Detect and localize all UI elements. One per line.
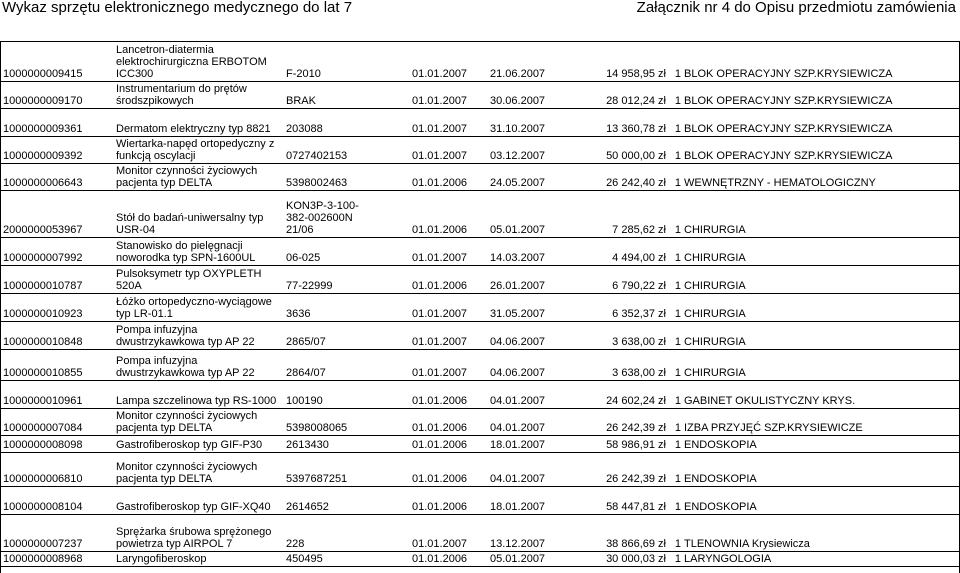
equipment-name: Stół do badań-uniwersalny typ USR-04 [116,212,264,236]
equipment-name: Monitor czynności życiowych pacjenta typ DELTA [116,461,258,485]
date-acquired: 04.01.2007 [490,395,546,407]
table-row [0,163,960,190]
inventory-number: 1000000009415 [3,68,83,80]
quantity: 1 [674,252,681,264]
location: BLOK OPERACYJNY SZP.KRYSIEWICZA [684,150,893,162]
equipment-name: Lancetron-diatermia elektrochirurgiczna ERBOTOM ICC300 [116,44,267,80]
table-row [0,551,960,567]
location: WEWNĘTRZNY - HEMATOLOGICZNY [684,177,876,189]
date-commissioned: 01.01.2007 [412,538,468,550]
serial-number: BRAK [286,95,316,107]
serial-number: 228 [286,538,305,550]
inventory-number: 1000000007992 [3,252,83,264]
table-row [0,514,960,551]
serial-number: 06-025 [286,252,321,264]
equipment-name: Gastrofiberoskop typ GIF-P30 [116,439,263,451]
serial-number: 5398008065 [286,422,348,434]
location: CHIRURGIA [684,224,746,236]
document-title: Wykaz sprzętu elektronicznego medycznego do lat 7 [2,0,353,16]
equipment-value: 6 790,22 zł [612,280,666,292]
date-commissioned: 01.01.2006 [412,422,468,434]
inventory-number: 1000000008968 [3,553,83,565]
date-acquired: 04.01.2007 [490,422,546,434]
serial-number: 0727402153 [286,150,348,162]
location: BLOK OPERACYJNY SZP.KRYSIEWICZA [684,123,893,135]
quantity: 1 [674,68,681,80]
inventory-number: 1000000008104 [3,501,83,513]
equipment-name: Monitor czynności życiowych pacjenta typ DELTA [116,165,258,189]
equipment-name: Monitor czynności życiowych pacjenta typ DELTA [116,410,258,434]
date-commissioned: 01.01.2006 [412,501,468,513]
date-commissioned: 01.01.2006 [412,177,468,189]
equipment-name: Dermatom elektryczny typ 8821 [116,123,271,135]
table-row [0,265,960,293]
date-commissioned: 01.01.2006 [412,280,468,292]
table-row [0,486,960,514]
date-commissioned: 01.01.2007 [412,336,468,348]
date-commissioned: 01.01.2007 [412,150,468,162]
inventory-number: 1000000006810 [3,473,83,485]
inventory-number: 1000000007237 [3,538,83,550]
equipment-value: 7 285,62 zł [612,224,666,236]
date-acquired: 04.06.2007 [490,367,546,379]
date-commissioned: 01.01.2006 [412,395,468,407]
equipment-value: 28 012,24 zł [606,95,666,107]
quantity: 1 [674,422,681,434]
inventory-number: 1000000010848 [3,336,83,348]
quantity: 1 [674,553,681,565]
quantity: 1 [674,177,681,189]
location: BLOK OPERACYJNY SZP.KRYSIEWICZA [684,68,893,80]
quantity: 1 [674,395,681,407]
equipment-value: 26 242,39 zł [606,473,666,485]
inventory-number: 2000000053967 [3,224,83,236]
inventory-number: 1000000009170 [3,95,83,107]
equipment-value: 38 866,69 zł [606,538,666,550]
equipment-name: Pompa infuzyjna dwustrzykawkowa typ AP 22 [116,324,255,348]
location: CHIRURGIA [684,308,746,320]
serial-number: 2614652 [286,501,329,513]
serial-number: 2865/07 [286,336,326,348]
date-acquired: 03.12.2007 [490,150,546,162]
date-commissioned: 01.01.2007 [412,252,468,264]
date-acquired: 31.10.2007 [490,123,546,135]
location: GABINET OKULISTYCZNY KRYS. [684,395,856,407]
equipment-value: 3 638,00 zł [612,367,666,379]
inventory-number: 1000000007084 [3,422,83,434]
equipment-value: 6 352,37 zł [612,308,666,320]
serial-number: 450495 [286,553,323,565]
equipment-value: 4 494,00 zł [612,252,666,264]
equipment-value: 26 242,40 zł [606,177,666,189]
date-acquired: 05.01.2007 [490,553,546,565]
quantity: 1 [674,150,681,162]
date-commissioned: 01.01.2006 [412,473,468,485]
equipment-value: 14 958,95 zł [606,68,666,80]
equipment-value: 3 638,00 zł [612,336,666,348]
location: CHIRURGIA [684,336,746,348]
date-commissioned: 01.01.2007 [412,367,468,379]
serial-number: 203088 [286,123,323,135]
date-acquired: 21.06.2007 [490,68,546,80]
equipment-value: 13 360,78 zł [606,123,666,135]
date-commissioned: 01.01.2007 [412,68,468,80]
inventory-number: 1000000010855 [3,367,83,379]
date-acquired: 13.12.2007 [490,538,546,550]
serial-number: 5398002463 [286,177,348,189]
inventory-number: 1000000009392 [3,150,83,162]
equipment-name: Instrumentarium do prętów środszpikowych [116,83,247,107]
equipment-value: 30 000,03 zł [606,553,666,565]
equipment-value: 58 986,91 zł [606,439,666,451]
equipment-name: Laryngofiberoskop [116,553,207,565]
equipment-value: 24 602,24 zł [606,395,666,407]
location: ENDOSKOPIA [684,501,757,513]
quantity: 1 [674,123,681,135]
inventory-number: 1000000010923 [3,308,83,320]
date-acquired: 04.06.2007 [490,336,546,348]
date-acquired: 26.01.2007 [490,280,546,292]
serial-number: 77-22999 [286,280,333,292]
table-row [0,136,960,163]
table-row [0,321,960,349]
inventory-number: 1000000008098 [3,439,83,451]
serial-number: 2864/07 [286,367,326,379]
quantity: 1 [674,308,681,320]
date-acquired: 18.01.2007 [490,501,546,513]
table-row [0,435,960,452]
table-row [0,349,960,380]
date-commissioned: 01.01.2007 [412,95,468,107]
inventory-number: 1000000010787 [3,280,83,292]
equipment-name: Pompa infuzyjna dwustrzykawkowa typ AP 22 [116,355,255,379]
date-acquired: 05.01.2007 [490,224,546,236]
equipment-table [0,41,960,567]
quantity: 1 [674,367,681,379]
location: BLOK OPERACYJNY SZP.KRYSIEWICZA [684,95,893,107]
serial-number: KON3P-3-100-382-002600N 21/06 [286,200,359,236]
inventory-number: 1000000010961 [3,395,83,407]
date-acquired: 30.06.2007 [490,95,546,107]
equipment-name: Sprężarka śrubowa sprężonego powietrza typ AIRPOL 7 [116,526,272,550]
attachment-label: Załącznik nr 4 do Opisu przedmiotu zamówienia [636,0,956,16]
table-row [0,108,960,136]
date-acquired: 24.05.2007 [490,177,546,189]
quantity: 1 [674,336,681,348]
date-commissioned: 01.01.2006 [412,553,468,565]
table-row [0,81,960,108]
quantity: 1 [674,439,681,451]
date-acquired: 31.05.2007 [490,308,546,320]
table-row [0,408,960,435]
equipment-value: 50 000,00 zł [606,150,666,162]
location: IZBA PRZYJĘĆ SZP.KRYSIEWICZE [684,422,863,434]
quantity: 1 [674,280,681,292]
date-commissioned: 01.01.2006 [412,224,468,236]
inventory-number: 1000000009361 [3,123,83,135]
quantity: 1 [674,501,681,513]
location: CHIRURGIA [684,252,746,264]
date-acquired: 04.01.2007 [490,473,546,485]
date-acquired: 18.01.2007 [490,439,546,451]
table-row [0,452,960,486]
serial-number: 5397687251 [286,473,348,485]
serial-number: 100190 [286,395,323,407]
table-row [0,293,960,321]
page-header [0,0,960,30]
quantity: 1 [674,538,681,550]
table-row [0,41,960,81]
equipment-name: Łóżko ortopedyczno-wyciągowe typ LR-01.1 [116,296,272,320]
location: CHIRURGIA [684,280,746,292]
table-row [0,237,960,265]
equipment-name: Gastrofiberoskop typ GIF-XQ40 [116,501,271,513]
table-row [0,190,960,237]
equipment-value: 26 242,39 zł [606,422,666,434]
location: LARYNGOLOGIA [684,553,772,565]
equipment-name: Pulsoksymetr typ OXYPLETH 520A [116,268,262,292]
equipment-name: Lampa szczelinowa typ RS-1000 [116,395,277,407]
serial-number: F-2010 [286,68,321,80]
serial-number: 2613430 [286,439,329,451]
equipment-name: Wiertarka-napęd ortopedyczny z funkcją oscylacji [116,138,275,162]
date-commissioned: 01.01.2006 [412,439,468,451]
quantity: 1 [674,95,681,107]
quantity: 1 [674,473,681,485]
location: ENDOSKOPIA [684,439,757,451]
equipment-name: Stanowisko do pielęgnacji noworodka typ SPN-1600UL [116,240,256,264]
equipment-value: 58 447,81 zł [606,501,666,513]
serial-number: 3636 [286,308,311,320]
quantity: 1 [674,224,681,236]
table-row [0,380,960,408]
location: CHIRURGIA [684,367,746,379]
location: ENDOSKOPIA [684,473,757,485]
date-acquired: 14.03.2007 [490,252,546,264]
location: TLENOWNIA Krysiewicza [684,538,810,550]
inventory-number: 1000000006643 [3,177,83,189]
date-commissioned: 01.01.2007 [412,123,468,135]
date-commissioned: 01.01.2007 [412,308,468,320]
